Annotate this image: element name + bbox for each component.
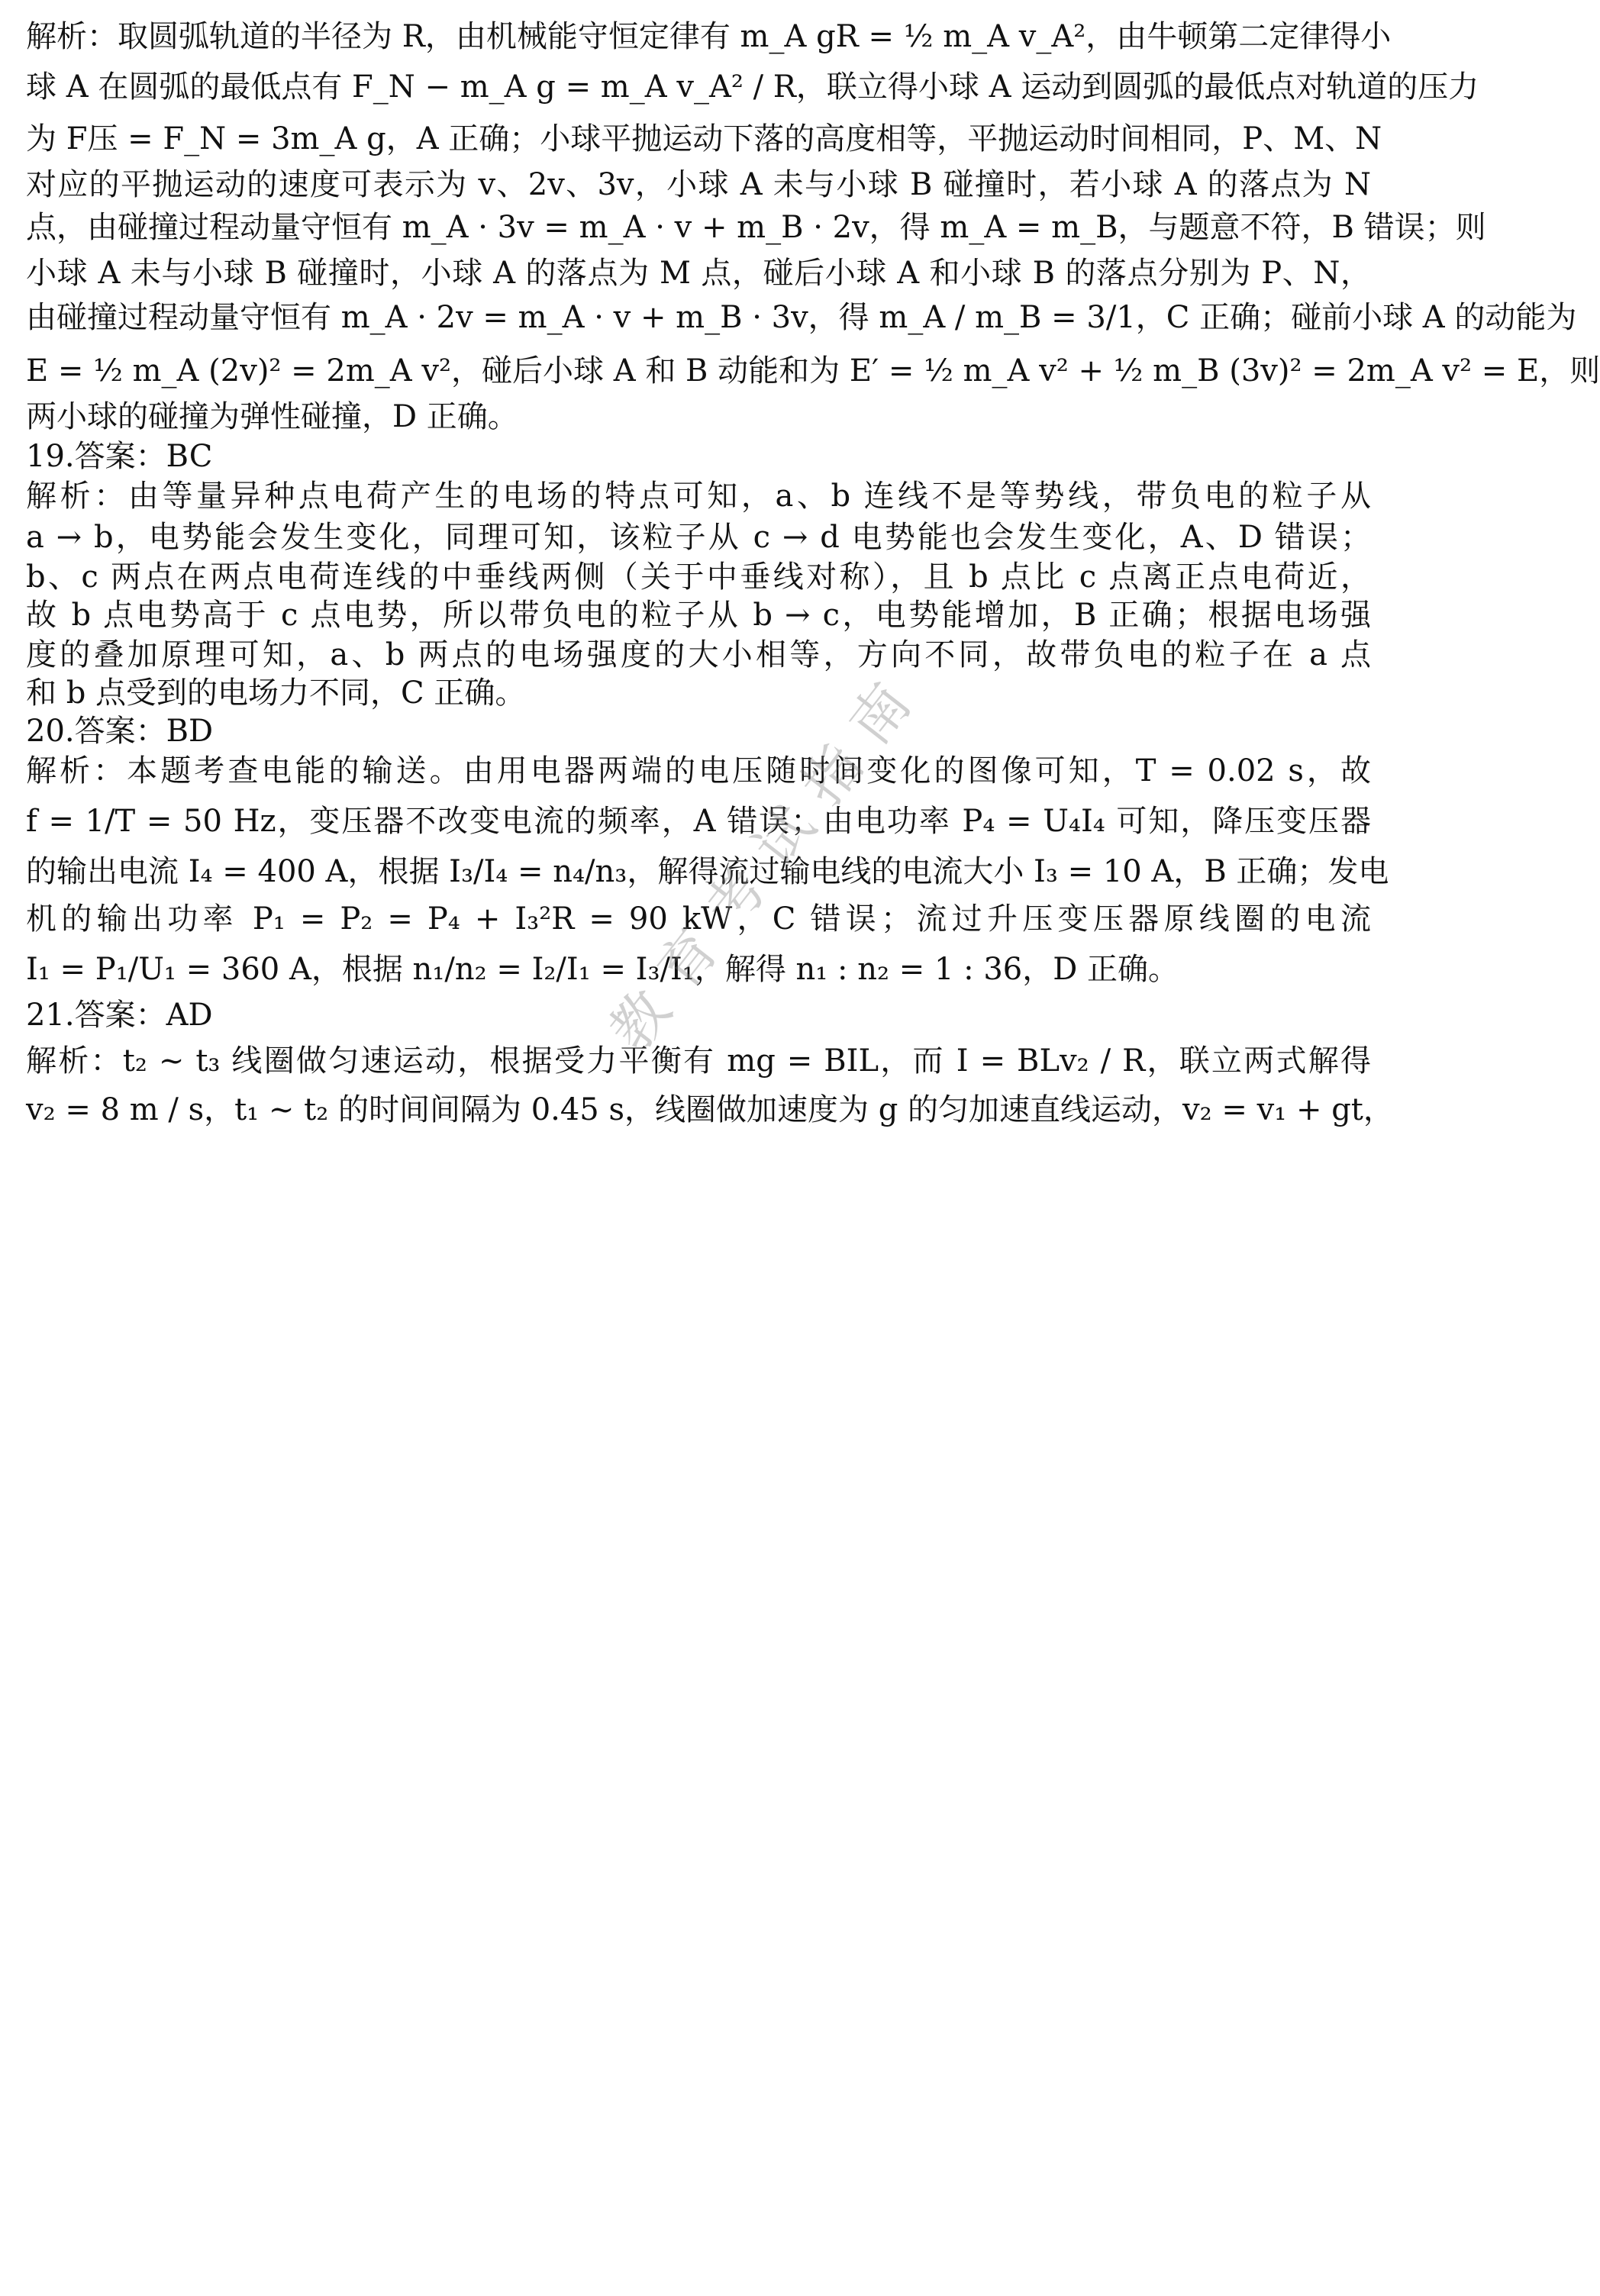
watermark: 教育考试指南 (597, 654, 937, 1063)
text-line-3: 为 F压 = F_N = 3m_A g，A 正确；小球平抛运动下落的高度相等，平抛运动时间相同，P、M、N (26, 121, 1382, 156)
text-line-7: 由碰撞过程动量守恒有 m_A · 2v = m_A · v + m_B · 3v，得 m_A / m_B = 3/1，C 正确；碰前小球 A 的动能为 (26, 300, 1577, 335)
text-line-8: E = ½ m_A (2v)² = 2m_A v²，碰后小球 A 和 B 动能和为 E′ = ½ m_A v² + ½ m_B (3v)² = 2m_A v² = E，则 (26, 353, 1600, 389)
answer-heading-20: 20.答案：BD (26, 714, 214, 749)
text-line-21: 机的输出功率 P₁ = P₂ = P₄ + I₃²R = 90 kW，C 错误；流过升压变压器原线圈的电流 (26, 901, 1371, 937)
text-line-16: 和 b 点受到的电场力不同，C 正确。 (26, 676, 526, 711)
text-line-11: 解析：由等量异种点电荷产生的电场的特点可知，a、b 连线不是等势线，带负电的粒子从 (26, 479, 1371, 514)
answer-heading-21: 21.答案：AD (26, 998, 213, 1033)
text-line-20: 的输出电流 I₄ = 400 A，根据 I₃/I₄ = n₄/n₃，解得流过输电线的电流大小 I₃ = 10 A，B 正确；发电 (26, 854, 1389, 889)
text-line-6: 小球 A 未与小球 B 碰撞时，小球 A 的落点为 M 点，碰后小球 A 和小球 B 的落点分别为 P、N， (26, 256, 1371, 291)
text-line-9: 两小球的碰撞为弹性碰撞，D 正确。 (26, 399, 518, 434)
text-line-14: 故 b 点电势高于 c 点电势，所以带负电的粒子从 b → c，电势能增加，B 正确；根据电场强 (26, 598, 1371, 633)
text-line-22: I₁ = P₁/U₁ = 360 A，根据 n₁/n₂ = I₂/I₁ = I₃/I₁，解得 n₁ : n₂ = 1 : 36，D 正确。 (26, 952, 1179, 987)
text-line-2: 球 A 在圆弧的最低点有 F_N − m_A g = m_A v_A² / R，联立得小球 A 运动到圆弧的最低点对轨道的压力 (26, 69, 1479, 105)
text-line-4: 对应的平抛运动的速度可表示为 v、2v、3v，小球 A 未与小球 B 碰撞时，若小球 A 的落点为 N (26, 167, 1371, 202)
text-line-13: b、c 两点在两点电荷连线的中垂线两侧（关于中垂线对称），且 b 点比 c 点离正点电荷近， (26, 559, 1371, 595)
text-line-25: v₂ = 8 m / s，t₁ ~ t₂ 的时间间隔为 0.45 s，线圈做加速度为 g 的匀加速直线运动，v₂ = v₁ + gt， (26, 1092, 1394, 1127)
text-line-19: f = 1/T = 50 Hz，变压器不改变电流的频率，A 错误；由电功率 P₄ = U₄I₄ 可知，降压变压器 (26, 804, 1371, 839)
answer-heading-19: 19.答案：BC (26, 439, 213, 474)
text-line-1: 解析：取圆弧轨道的半径为 R，由机械能守恒定律有 m_A gR = ½ m_A v_A²，由牛顿第二定律得小 (26, 19, 1392, 54)
text-line-5: 点，由碰撞过程动量守恒有 m_A · 3v = m_A · v + m_B · 2v，得 m_A = m_B，与题意不符，B 错误；则 (26, 210, 1486, 245)
text-line-15: 度的叠加原理可知，a、b 两点的电场强度的大小相等，方向不同，故带负电的粒子在 a 点 (26, 637, 1371, 672)
text-line-18: 解析：本题考查电能的输送。由用电器两端的电压随时间变化的图像可知，T = 0.02 s，故 (26, 753, 1371, 788)
text-line-24: 解析：t₂ ~ t₃ 线圈做匀速运动，根据受力平衡有 mg = BIL，而 I = BLv₂ / R，联立两式解得 (26, 1043, 1371, 1079)
text-line-12: a → b，电势能会发生变化，同理可知，该粒子从 c → d 电势能也会发生变化，A、D 错误； (26, 520, 1371, 555)
